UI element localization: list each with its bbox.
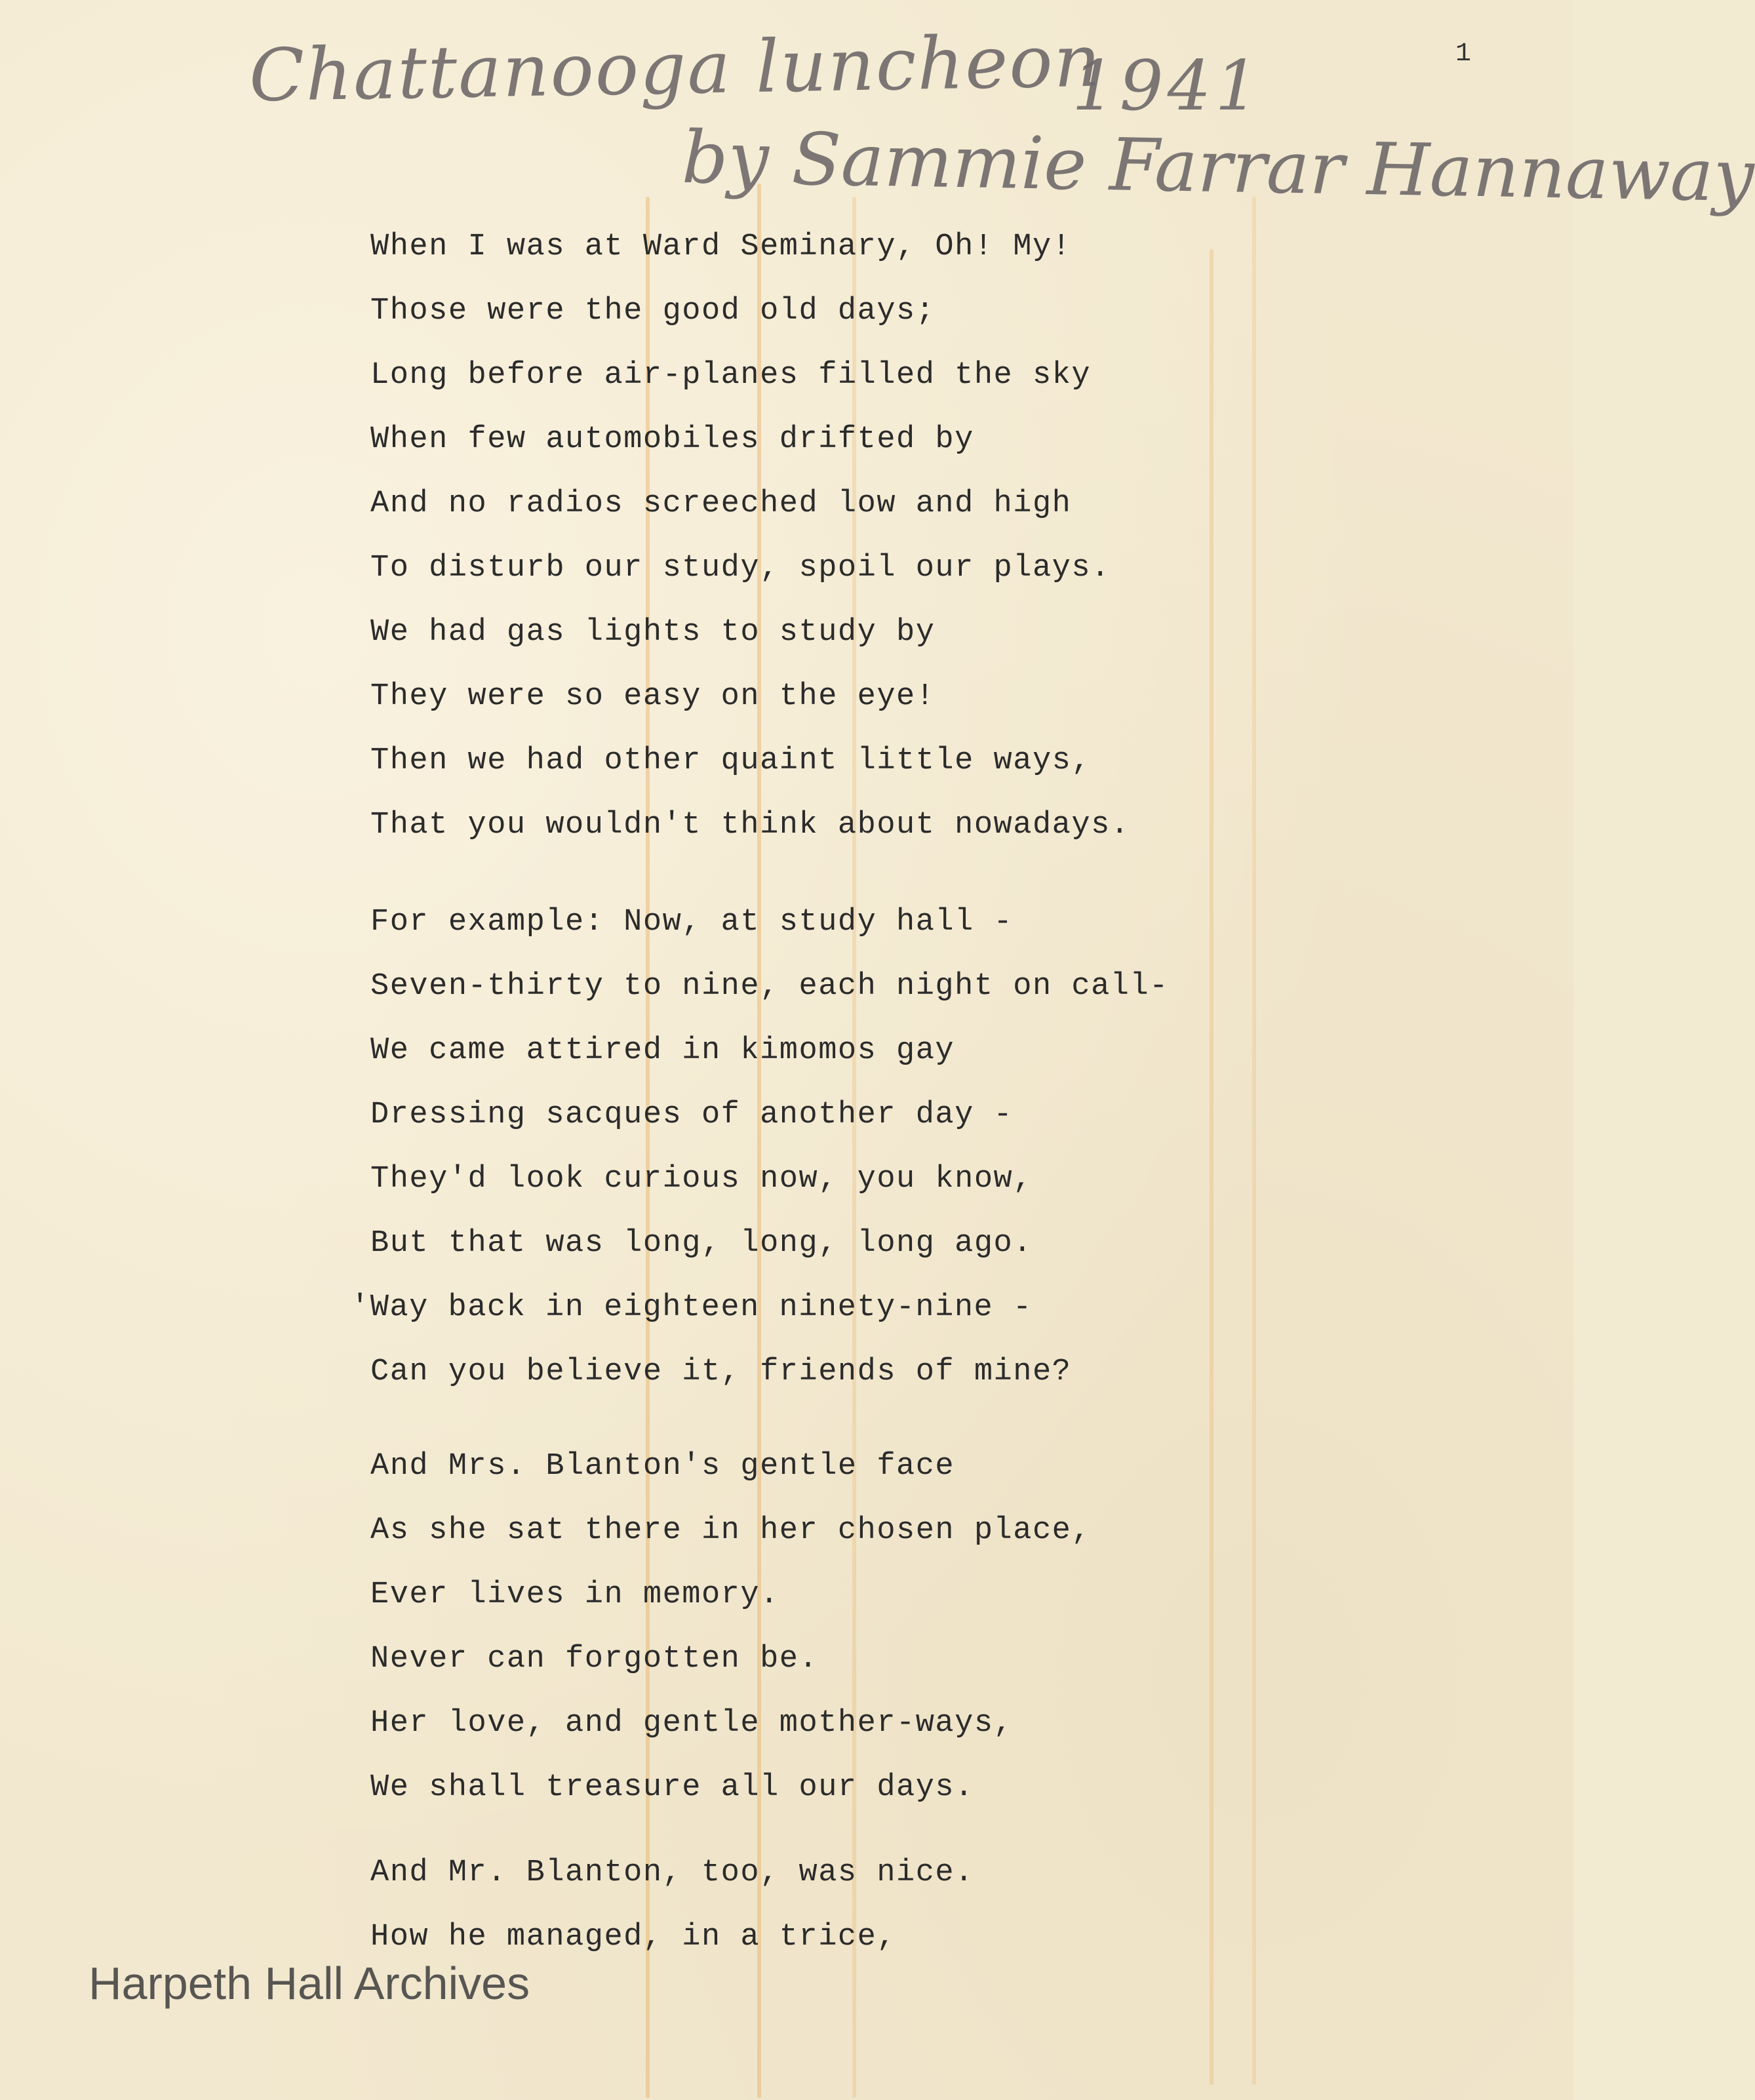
page-number: 1 [1455,39,1472,69]
stain-streak [1252,197,1256,2085]
poem-line: Dressing sacques of another day - [370,1098,1014,1132]
poem-line: When I was at Ward Seminary, Oh! My! [370,229,1072,264]
poem-line: Ever lives in memory. [370,1577,779,1612]
handwritten-year: 1941 [1072,46,1263,126]
archive-watermark: Harpeth Hall Archives [89,1958,530,2009]
stain-streak [757,184,761,2098]
poem-line: Never can forgotten be. [370,1642,819,1676]
poem-line: Long before air-planes filled the sky [370,358,1092,393]
poem-line: When few automobiles drifted by [370,422,974,457]
poem-line: We came attired in kimomos gay [370,1033,955,1068]
poem-line: And Mrs. Blanton's gentle face [370,1449,955,1484]
poem-line: For example: Now, at study hall - [370,905,1014,940]
poem-line: To disturb our study, spoil our plays. [370,551,1111,585]
poem-line: We had gas lights to study by [370,615,936,650]
poem-line: Can you believe it, friends of mine? [370,1355,1072,1389]
poem-line: Her love, and gentle mother-ways, [370,1706,1014,1741]
stain-streak [646,197,650,2098]
poem-line: We shall treasure all our days. [370,1770,974,1805]
poem-line: But that was long, long, long ago. [370,1226,1033,1261]
poem-line: Then we had other quaint little ways, [370,743,1092,778]
stain-streak [852,197,856,2098]
poem-line: They'd look curious now, you know, [370,1162,1033,1197]
poem-line: That you wouldn't think about nowadays. [370,808,1130,842]
poem-line: They were so easy on the eye! [370,679,936,714]
poem-line: And Mr. Blanton, too, was nice. [370,1855,974,1890]
poem-line: 'Way back in eighteen ninety-nine - [351,1290,1033,1325]
poem-line: Seven-thirty to nine, each night on call- [370,969,1169,1004]
poem-line: As she sat there in her chosen place, [370,1513,1092,1548]
stain-streak [1210,249,1213,2085]
poem-line: Those were the good old days; [370,294,936,328]
handwritten-author: by Sammie Farrar Hannaway [681,115,1755,218]
poem-line: How he managed, in a trice, [370,1920,897,1954]
handwritten-title: Chattanooga luncheon [248,18,1103,118]
poem-line: And no radios screeched low and high [370,486,1072,521]
